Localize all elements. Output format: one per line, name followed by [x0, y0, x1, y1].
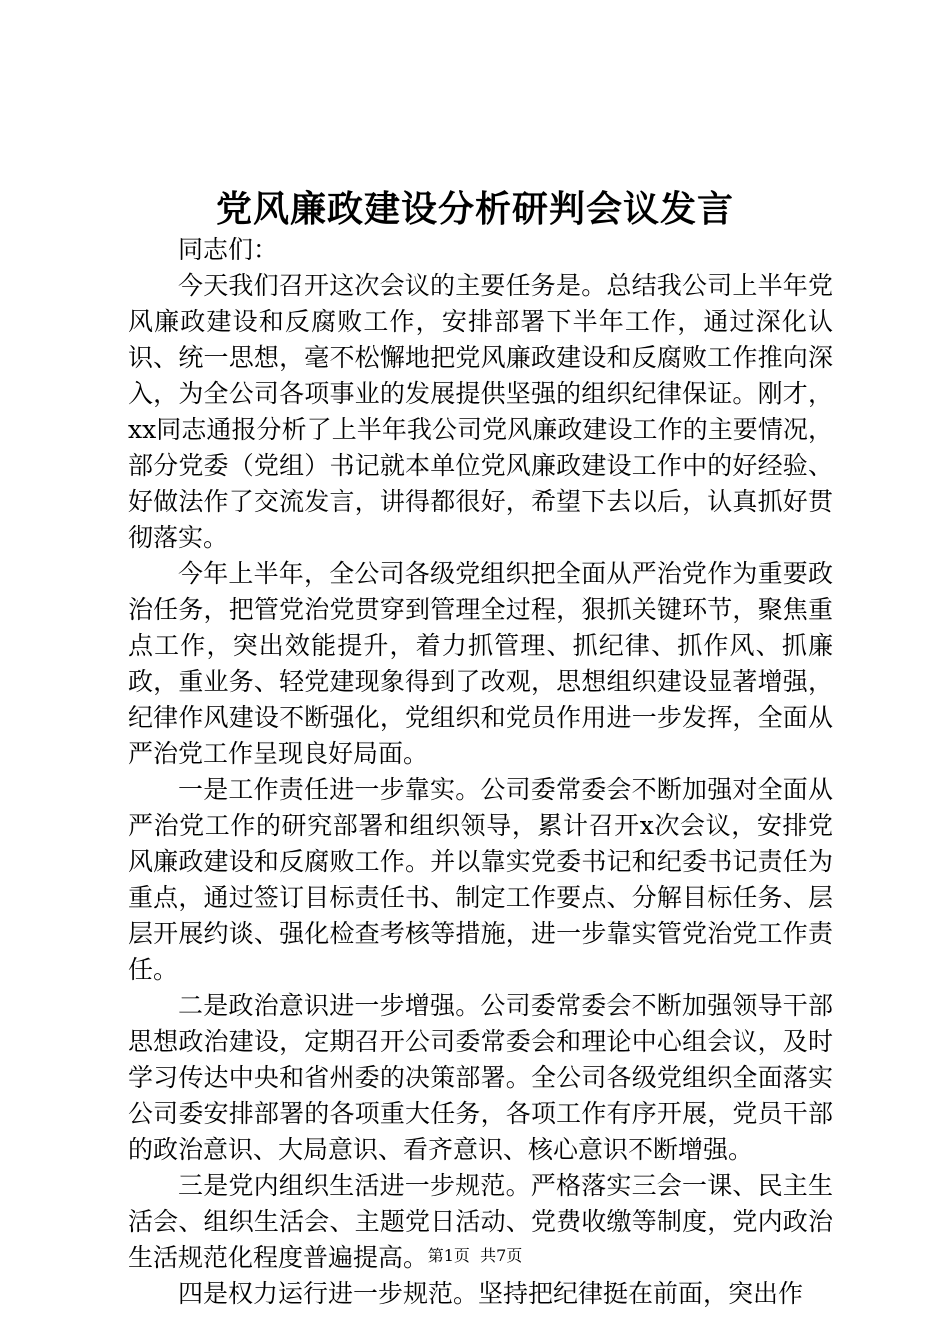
body-paragraph: 今天我们召开这次会议的主要任务是。总结我公司上半年党风廉政建设和反腐败工作，安排部署下半年工作，通过深化认识、统一思想，毫不松懈地把党风廉政建设和反腐败工作推向深入，为全公司各项事业的发展提供坚强的组织纪律保证。刚才，xx同志通报分析了上半年我公司党风廉政建设工作的主要情况，部分党委（党组）书记就本单位党风廉政建设工作中的好经验、好做法作了交流发言，讲得都很好，希望下去以后，认真抓好贯彻落实。 [128, 271, 833, 552]
page-total: 共7页 [480, 1246, 523, 1265]
body-paragraph: 一是工作责任进一步靠实。公司委常委会不断加强对全面从严治党工作的研究部署和组织领导，累计召开x次会议，安排党风廉政建设和反腐败工作。并以靠实党委书记和纪委书记责任为重点，通过签订目标责任书、制定工作要点、分解目标任务、层层开展约谈、强化检查考核等措施，进一步靠实管党治党工作责任。 [128, 775, 833, 984]
document-title: 党风廉政建设分析研判会议发言 [215, 188, 734, 230]
body-paragraph: 今年上半年，全公司各级党组织把全面从严治党作为重要政治任务，把管党治党贯穿到管理全过程，狠抓关键环节，聚焦重点工作，突出效能提升，着力抓管理、抓纪律、抓作风、抓廉政，重业务、轻党建现象得到了改观，思想组织建设显著增强，纪律作风建设不断强化，党组织和党员作用进一步发挥，全面从严治党工作呈现良好局面。 [128, 559, 833, 768]
body-paragraph: 二是政治意识进一步增强。公司委常委会不断加强领导干部思想政治建设，定期召开公司委常委会和理论中心组会议，及时学习传达中央和省州委的决策部署。全公司各级党组织全面落实公司委安排部署的各项重大任务，各项工作有序开展，党员干部的政治意识、大局意识、看齐意识、核心意识不断增强。 [128, 991, 833, 1164]
document-body [128, 232, 833, 1312]
body-paragraph: 三是党内组织生活进一步规范。严格落实三会一课、民主生活会、组织生活会、主题党日活动、党费收缴等制度，党内政治生活规范化程度普遍提高。 [128, 1171, 833, 1272]
footer-spacer [470, 1246, 480, 1265]
page-number: 第1页 [427, 1246, 470, 1265]
page-footer [0, 1244, 950, 1268]
salutation-paragraph: 同志们： [178, 235, 279, 264]
body-paragraph: 四是权力运行进一步规范。坚持把纪律挺在前面，突出作 [178, 1279, 804, 1308]
